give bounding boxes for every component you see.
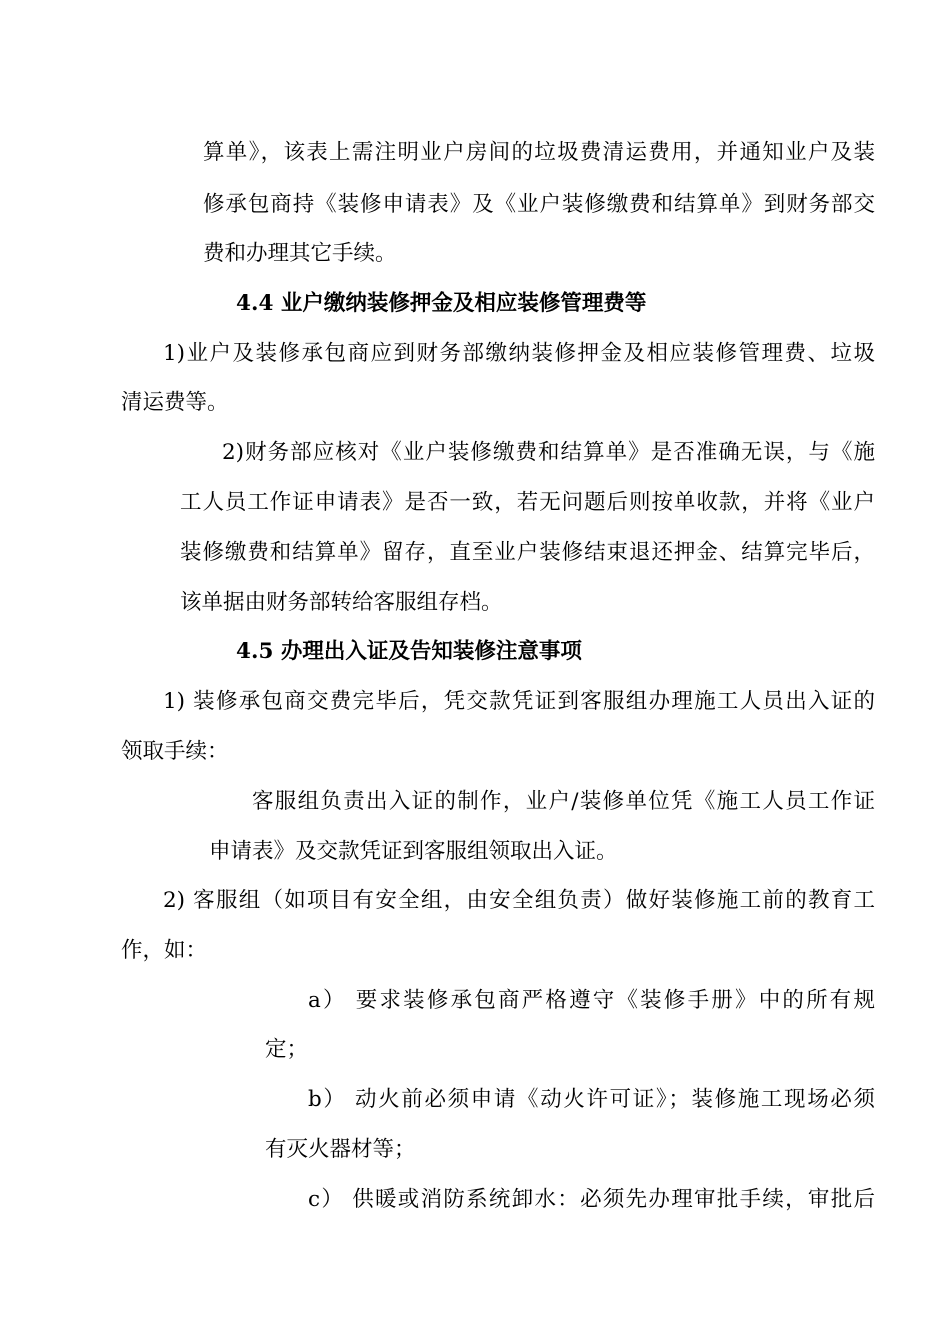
paragraph-line: 清运费等。: [121, 390, 229, 415]
list-item-a: a） 要求装修承包商严格遵守《装修手册》中的所有规: [308, 988, 875, 1013]
paragraph-line: 修承包商持《装修申请表》及《业户装修缴费和结算单》到财务部交: [203, 192, 875, 217]
list-item-b-continued: 有灭火器材等；: [265, 1137, 416, 1162]
section-heading-4-4: 4.4 业户缴纳装修押金及相应装修管理费等: [236, 291, 647, 316]
paragraph-line: 工人员工作证申请表》是否一致，若无问题后则按单收款，并将《业户: [180, 490, 875, 515]
section-heading-4-5: 4.5 办理出入证及告知装修注意事项: [236, 639, 582, 664]
paragraph-line: 费和办理其它手续。: [203, 241, 397, 266]
paragraph-line: 1) 装修承包商交费完毕后，凭交款凭证到客服组办理施工人员出入证的: [163, 689, 875, 714]
paragraph-line: 1)业户及装修承包商应到财务部缴纳装修押金及相应装修管理费、垃圾: [163, 341, 875, 366]
paragraph-line: 作，如：: [121, 938, 208, 963]
paragraph-line: 该单据由财务部转给客服组存档。: [180, 590, 503, 615]
paragraph-line: 装修缴费和结算单》留存，直至业户装修结束退还押金、结算完毕后，: [180, 540, 875, 565]
paragraph-line: 2)财务部应核对《业户装修缴费和结算单》是否准确无误，与《施: [222, 440, 875, 465]
paragraph-line: 客服组负责出入证的制作，业户/装修单位凭《施工人员工作证: [252, 789, 875, 814]
paragraph-line: 算单》，该表上需注明业户房间的垃圾费清运费用，并通知业户及装: [203, 140, 875, 165]
paragraph-line: 申请表》及交款凭证到客服组领取出入证。: [209, 839, 618, 864]
list-item-c: c） 供暖或消防系统卸水：必须先办理审批手续，审批后: [308, 1187, 875, 1212]
list-item-b: b） 动火前必须申请《动火许可证》；装修施工现场必须: [308, 1087, 875, 1112]
list-item-a-continued: 定；: [265, 1037, 309, 1062]
paragraph-line: 领取手续：: [121, 739, 229, 764]
paragraph-line: 2) 客服组（如项目有安全组，由安全组负责）做好装修施工前的教育工: [163, 888, 875, 913]
